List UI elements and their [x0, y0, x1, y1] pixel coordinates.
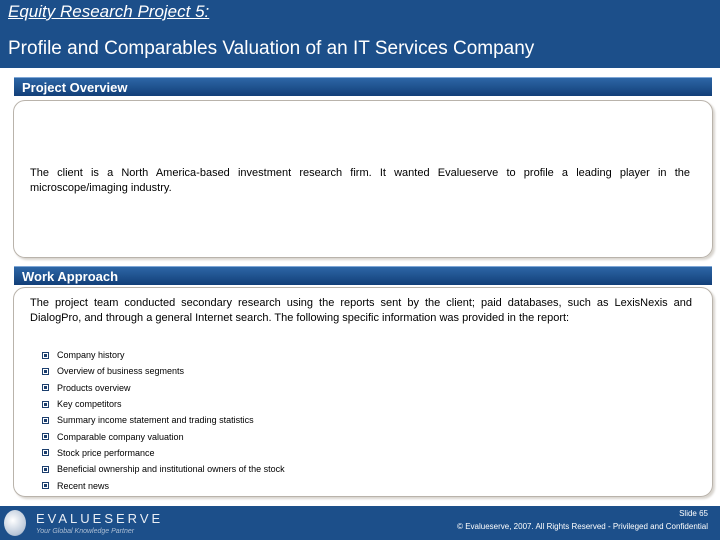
square-bullet-icon	[42, 449, 49, 456]
list-item-label: Stock price performance	[57, 447, 155, 458]
logo-name: EVALUESERVE	[36, 511, 164, 526]
square-bullet-icon	[42, 352, 49, 359]
list-item	[42, 445, 285, 461]
list-item-label: Summary income statement and trading statistics	[57, 415, 254, 426]
list-item-label: Overview of business segments	[57, 366, 185, 377]
square-bullet-icon	[42, 466, 49, 473]
work-approach-heading: Work Approach	[14, 266, 712, 285]
page-title-line1: Equity Research Project 5:	[8, 2, 210, 21]
project-overview-heading: Project Overview	[14, 77, 712, 96]
list-item	[42, 380, 285, 396]
list-item	[42, 412, 285, 428]
slide-number: Slide 65	[679, 509, 708, 518]
project-overview-text: The client is a North America-based investment research firm. It wanted Evalueserve to profile a leading player in the microscope/imaging industry.	[30, 167, 690, 194]
list-item	[42, 396, 285, 412]
list-item	[42, 347, 285, 363]
list-item	[42, 363, 285, 379]
title-bar	[0, 0, 720, 68]
logo-tagline: Your Global Knowledge Partner	[36, 528, 135, 535]
work-approach-text: The project team conducted secondary research using the reports sent by the client; paid databases, such as LexisNexis and DialogPro, and through a general Internet search. The following specific information was provided in the report:	[30, 297, 692, 324]
list-item	[42, 461, 285, 477]
list-item-label: Beneficial ownership and institutional owners of the stock	[57, 464, 285, 475]
list-item-label: Recent news	[57, 480, 110, 491]
square-bullet-icon	[42, 482, 49, 489]
footer-bar	[0, 506, 720, 540]
list-item	[42, 428, 285, 444]
square-bullet-icon	[42, 417, 49, 424]
list-item-label: Comparable company valuation	[57, 431, 184, 442]
square-bullet-icon	[42, 384, 49, 391]
evalueserve-logo-icon	[4, 510, 26, 536]
list-item-label: Products overview	[57, 382, 131, 393]
report-contents-list	[42, 347, 285, 494]
square-bullet-icon	[42, 401, 49, 408]
list-item-label: Key competitors	[57, 399, 122, 410]
square-bullet-icon	[42, 433, 49, 440]
page-title-line2: Profile and Comparables Valuation of an IT Services Company	[8, 38, 535, 59]
list-item	[42, 477, 285, 493]
square-bullet-icon	[42, 368, 49, 375]
list-item-label: Company history	[57, 350, 125, 361]
copyright-notice: © Evalueserve, 2007. All Rights Reserved - Privileged and Confidential	[457, 522, 708, 531]
